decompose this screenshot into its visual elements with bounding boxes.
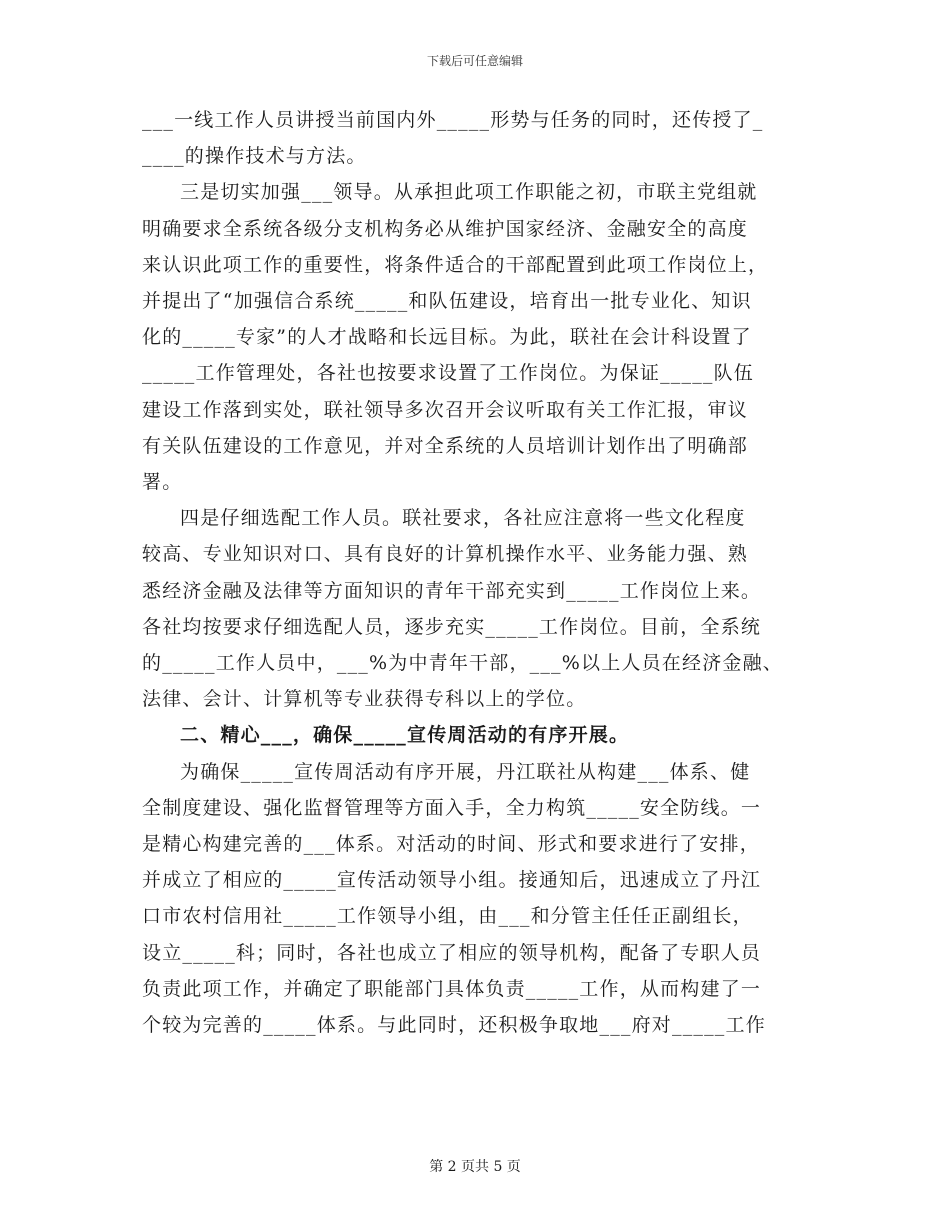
paragraph-4: 为确保_____宣传周活动有序开展，丹江联社从构建___体系、健 全制度建设、强化监督管理等方面入手，全力构筑_____安全防线。一 是精心构建完善的___体系。对活动的时间、形式和要求进行了安排， 并成立了相应的_____宣传活动领导小组。接通知后，迅速成立了丹江 口市农村信用社_____工作领导小组，由___和分管主任任正副组长， 设立_____科；同时，各社也成立了相应的领导机构，配备了专职人员 负责此项工作，并确定了职能部门具体负责_____工作，从而构建了一 个较为完善的_____体系。与此同时，还积极争取地___府对_____工作: [142, 760, 766, 1037]
paragraph-1: ___一线工作人员讲授当前国内外_____形势与任务的同时，还传授了_ ____的操作技术与方法。: [142, 109, 764, 168]
section-heading: 二、精心___，确保_____宣传周活动的有序开展。: [180, 724, 630, 747]
paragraph-2: 三是切实加强___领导。从承担此项工作职能之初，市联主党组就 明确要求全系统各级分支机构务必从维护国家经济、金融安全的高度 来认识此项工作的重要性，将条件适合的干部配置到此项工作岗位上， 并提出了“加强信合系统_____和队伍建设，培育出一批专业化、知识 化的_____专家”的人才战略和长远目标。为此，联社在会计科设置了 _____工作管理处，各社也按要求设置了工作岗位。为保证_____队伍 建设工作落到实处，联社领导多次召开会议听取有关工作汇报，审议 有关队伍建设的工作意见，并对全系统的人员培训计划作出了明确部 署。: [142, 181, 769, 494]
paragraph-3: 四是仔细选配工作人员。联社要求，各社应注意将一些文化程度 较高、专业知识对口、具有良好的计算机操作水平、业务能力强、熟 悉经济金融及法律等方面知识的青年干部充实到_____工作岗位上来。 各社均按要求仔细选配人员，逐步充实_____工作岗位。目前，全系统 的_____工作人员中，___%为中青年干部，___%以上人员在经济金融、 法律、会计、计算机等专业获得专科以上的学位。: [142, 507, 784, 711]
document-body: [142, 102, 810, 1043]
page-header: 下载后可任意编辑: [426, 54, 523, 68]
page-footer: 第 2 页共 5 页: [429, 1159, 521, 1175]
